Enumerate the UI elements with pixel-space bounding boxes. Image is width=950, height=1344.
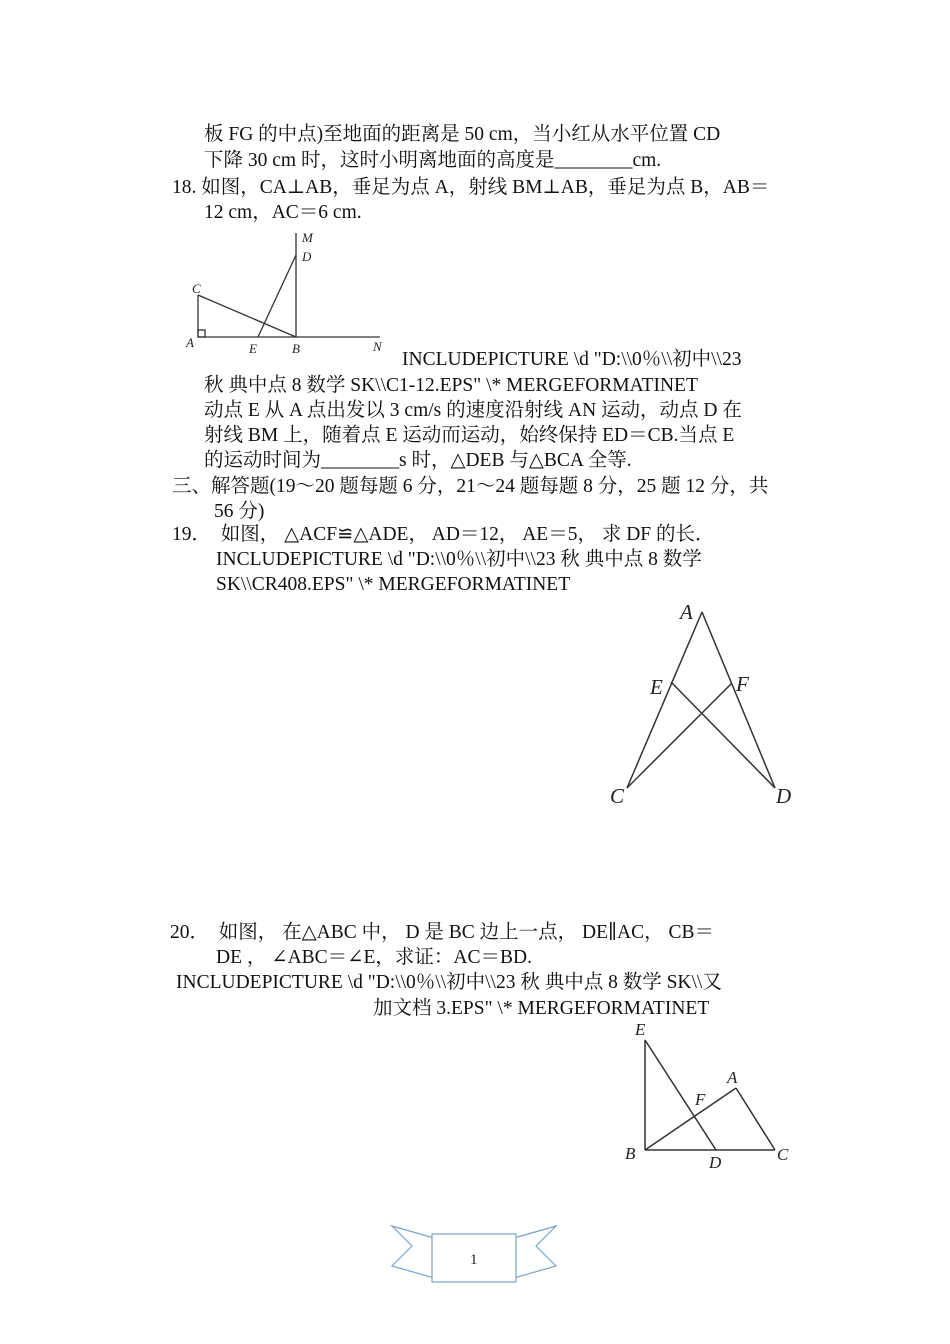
question-18-line-4: 射线 BM 上，随着点 E 运动而运动，始终保持 ED＝CB.当点 E [204, 425, 735, 446]
segment-cf [627, 683, 732, 788]
includepicture-line-1b: 秋 典中点 8 数学 SK\\C1-12.EPS" \* MERGEFORMATINET [204, 375, 698, 396]
section-heading-3: 三、解答题(19～20 题每题 6 分，21～24 题每题 8 分，25 题 12 分，共 [172, 476, 769, 497]
fig2-label-c: C [610, 784, 625, 808]
fig1-label-m: M [302, 230, 313, 245]
fig2-label-f: F [736, 672, 749, 696]
fig3-label-c: C [777, 1145, 789, 1164]
fig1-label-n: N [373, 339, 382, 354]
fig3-label-e: E [635, 1020, 646, 1039]
fig3-label-d: D [709, 1153, 722, 1172]
segment-ac [627, 612, 702, 788]
fig2-label-a: A [680, 600, 693, 624]
section-heading-3-cont: 56 分) [214, 501, 265, 522]
right-angle-mark [198, 330, 205, 337]
page-number: 1 [470, 1252, 478, 1268]
fig1-label-d: D [302, 249, 312, 264]
figure-congruent-triangles [600, 595, 810, 810]
question-20-line-2: DE ， ∠ABC＝∠E，求证：AC＝BD. [216, 947, 532, 968]
segment-ba [645, 1088, 736, 1150]
includepicture-line-2a: INCLUDEPICTURE \d "D:\\0％\\初中\\23 秋 典中点 8 数学 [216, 549, 702, 570]
question-19-line-1: 19． 如图， △ACF≌△ADE， AD＝12， AE＝5， 求 DF 的长． [172, 524, 715, 545]
fig2-label-e: E [650, 675, 663, 699]
text-line-1: 板 FG 的中点)至地面的距离是 50 cm，当小红从水平位置 CD [204, 124, 721, 145]
ribbon-right-tail [514, 1226, 556, 1278]
question-20-line-1: 20． 如图， 在△ABC 中， D 是 BC 边上一点， DE∥AC， CB＝ [170, 922, 715, 943]
fig3-label-f: F [695, 1090, 706, 1109]
fig1-label-a: A [186, 335, 194, 350]
question-18-line-2: 12 cm，AC＝6 cm. [204, 202, 362, 223]
figure-right-angle-rays [180, 225, 400, 360]
fig1-label-c: C [192, 281, 201, 296]
ribbon-left-tail [392, 1226, 434, 1278]
question-18-line-5: 的运动时间为________s 时，△DEB 与△BCA 全等. [204, 450, 632, 471]
question-18-line-3: 动点 E 从 A 点出发以 3 cm/s 的速度沿射线 AN 运动，动点 D 在 [204, 400, 742, 421]
includepicture-line-3b: 加文档 3.EPS" \* MERGEFORMATINET [373, 998, 710, 1019]
figure-triangle-abc [615, 1018, 800, 1173]
fig2-label-d: D [776, 784, 792, 808]
segment-ad [702, 612, 775, 788]
fig3-label-a: A [727, 1068, 738, 1087]
segment-ac [736, 1088, 775, 1150]
includepicture-line-1a: INCLUDEPICTURE \d "D:\\0％\\初中\\23 [402, 349, 742, 370]
segment-cb [198, 295, 296, 337]
includepicture-line-2b: SK\\CR408.EPS" \* MERGEFORMATINET [216, 574, 571, 595]
segment-ed [671, 682, 775, 788]
page-number-ribbon [390, 1218, 558, 1290]
fig1-label-e: E [249, 341, 257, 356]
fig3-label-b: B [625, 1144, 636, 1163]
fig1-label-b: B [292, 341, 300, 356]
question-18-line-1: 18. 如图，CA⊥AB，垂足为点 A，射线 BM⊥AB，垂足为点 B，AB＝ [172, 177, 770, 198]
includepicture-line-3a: INCLUDEPICTURE \d "D:\\0％\\初中\\23 秋 典中点 8 数学 SK\\又 [176, 972, 722, 993]
text-line-2: 下降 30 cm 时，这时小明离地面的高度是________cm. [204, 150, 662, 171]
segment-ed [258, 255, 296, 337]
